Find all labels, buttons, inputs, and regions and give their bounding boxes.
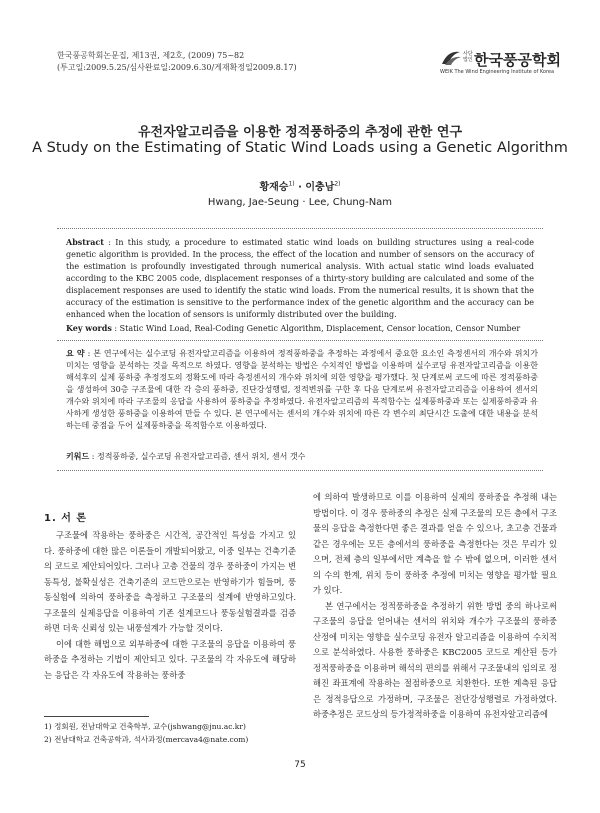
korean-abstract-label: 요 약 — [66, 349, 85, 358]
author2-name: 이충남 — [305, 182, 335, 193]
footnote-1: 1) 정회원, 전남대학교 건축학부, 교수(jshwang@jnu.ac.kr) — [44, 722, 246, 731]
authors-korean — [0, 178, 600, 193]
title-korean: 유전자알고리즘을 이용한 정적풍하중의 추정에 관한 연구 — [137, 125, 463, 140]
korean-keywords — [66, 451, 536, 463]
body-paragraph: 구조물에 작용하는 풍하중은 시간적, 공간적인 특성을 가지고 있다. 풍하중에 대한 많은 이론들이 개발되어왔고, 이중 일부는 건축기준의 코드로 제안되어있다. 그러나 고층 건물의 경우 풍하중이 가지는 변동특성, 불확실성은 건축기준의 코드만으로는 반영하기가 힘들며, 풍동실험에 의하여 풍하중을 측정하고 구조물의 설계에 반영하고있다. 구조물의 실제응답을 이용하여 기존 설계코드나 풍동실험결과를 검증하면 더욱 신뢰성 있는 내풍설계가 가능할 것이다. — [44, 530, 296, 633]
title-english: A Study on the Estimating of Static Wind Loads using a Genetic Algorithm — [32, 140, 568, 156]
footnotes — [44, 720, 304, 746]
abstract-text: : In this study, a procedure to estimated static wind loads on building structures using a real-code genetic algorithm is provided. In the process, the effect of the location and number of sensors on the accuracy of the estimation is profoundly investigated through numerical analysis. With actual static wind loads evaluated according to the KBC 2005 code, displacement responses of a thirty-story building are calculated and some of the displacement responses are used to identify the static wind loads. From the numerical results, it is shown that the accuracy of the estimation is sensitive to the performance index of the genetic algorithm and the accuracy can be enhanced when the location of sensors is uniformly distributed over the building. — [66, 238, 534, 319]
keywords-text: : Static Wind Load, Real-Coding Genetic Algorithm, Displacement, Censor location, Censor Number — [114, 324, 521, 333]
journal-citation: 한국풍공학회논문집, 제13권, 제2호, (2009) 75~82 — [57, 51, 245, 60]
author1-mark: 1) — [288, 180, 295, 188]
footnote-2: 2) 전남대학교 건축공학과, 석사과정(mercava4@nate.com) — [44, 735, 249, 744]
abstract — [66, 236, 534, 321]
body-paragraph: 에 의하여 발생하므로 이를 이용하여 실제의 풍하중을 추정해 내는 방법이다. 이 경우 풍하중의 추정은 실제 구조물의 모든 층에서 구조물의 응답을 측정한다면 좋은 결과를 얻을 수 있으나, 초고층 건물과 같은 경우에는 모든 층에서의 풍하중을 측정한다는 것은 무리가 있으며, 전체 층의 일부에서만 계측을 할 수 밖에 없으며, 이러한 센서의 수의 한계, 위치 등이 풍하중 추정에 미치는 영향을 평가할 필요가 있다. — [313, 492, 557, 595]
society-logo — [440, 48, 560, 78]
footnote-rule — [44, 716, 149, 717]
journal-header — [57, 50, 297, 74]
author2-mark: 2) — [334, 180, 341, 188]
divider-top — [57, 228, 543, 229]
society-name: 한국풍공학회 — [474, 51, 561, 69]
society-english-name: The Wind Engineering Institute of Korea — [454, 69, 555, 75]
logo-corporate-mark: 사단 법인 — [463, 51, 473, 63]
korean-abstract-text: : 본 연구에서는 실수코딩 유전자알고리즘을 이용하여 정적풍하중을 추정하는 과정에서 중요한 요소인 측정센서의 개수와 위치가 미치는 영향을 분석하는 것을 목적으로 하였다. 영향을 분석하는 방법은 수치적인 방법을 이용하며 실수코딩 유전자알고리즘을 이용한 해석후의 실제 풍하중 추정정도의 정확도에 따라 측정센서의 개수와 위치에 의한 영향을 평가했다. 첫 단계로써 코드에 따른 정적풍하중을 생성하여 30층 구조물에 대한 각 층의 풍하중, 진단강성행렬, 정적변위를 구한 후 다음 단계로써 유전자알고리즘을 이용하여 센서의 개수와 위치에 따라 구조물의 응답을 사용하여 풍하중을 추정하였다. 유전자알고리즘의 목적함수는 실제풍하중과 또는 실제풍하중과 유사하게 생성한 풍하중을 이용하여 만들 수 있다. 본 연구에서는 센서의 개수와 위치에 따른 각 변수의 최단시간 도출에 대한 내용을 분석하는데 중점을 두어 실제풍하중을 목적함수로 이용하였다. — [66, 349, 538, 430]
korean-abstract — [66, 348, 538, 432]
korean-keywords-text: : 정적풍하중, 실수코딩 유전자알고리즘, 센서 위치, 센서 갯수 — [91, 452, 306, 461]
body-column-left — [44, 528, 296, 683]
society-abbr: WEIK — [440, 69, 453, 75]
divider-middle — [57, 340, 543, 341]
abstract-label: Abstract — [66, 237, 104, 247]
authors-english: Hwang, Jae-Seung · Lee, Chung-Nam — [207, 197, 393, 208]
body-paragraph: 이에 대한 해법으로 외부하중에 대한 구조물의 응답을 이용하여 풍하중을 추정하는 기법이 제안되고 있다. 구조물의 각 자유도에 해당하는 응답은 각 자유도에 작용하는 풍하중 — [44, 638, 296, 680]
submission-dates: (투고일:2009.5.25/심사완료일:2009.6.30/게재확정일2009.8.17) — [57, 63, 297, 72]
keywords — [66, 322, 536, 335]
weik-emblem-icon — [440, 48, 462, 68]
section-heading: 1. 서 론 — [44, 513, 88, 524]
body-column-right — [313, 490, 557, 723]
author-separator: · — [294, 182, 306, 193]
divider-bottom — [57, 470, 543, 471]
author1-name: 황재승 — [259, 182, 289, 193]
society-subtitle — [440, 69, 554, 75]
body-paragraph: 본 연구에서는 정적풍하중을 추정하기 위한 방법 중의 하나로써 구조물의 응답을 얻어내는 센서의 위치와 개수가 구조물의 풍하중 산정에 미치는 영향을 실수코딩 유전자 알고리즘을 이용하여 수치적으로 분석하였다. 사용한 풍하중은 KBC2005 코드로 계산된 등가정적풍하중을 이용하며 해석의 편의를 위해서 구조물내의 임의로 정해진 좌표계에 작용하는 절점하중으로 치환한다. 또한 계측된 응답은 정적응답으로 가정하며, 구조물은 전단강성행렬로 가정하였다. 하중추정은 코드상의 등가정적하중을 이용하여 유전자알고리즘에 — [313, 600, 557, 719]
page-number: 75 — [294, 760, 306, 770]
korean-keywords-label: 키워드 — [66, 452, 90, 461]
keywords-label: Key words — [66, 323, 112, 333]
